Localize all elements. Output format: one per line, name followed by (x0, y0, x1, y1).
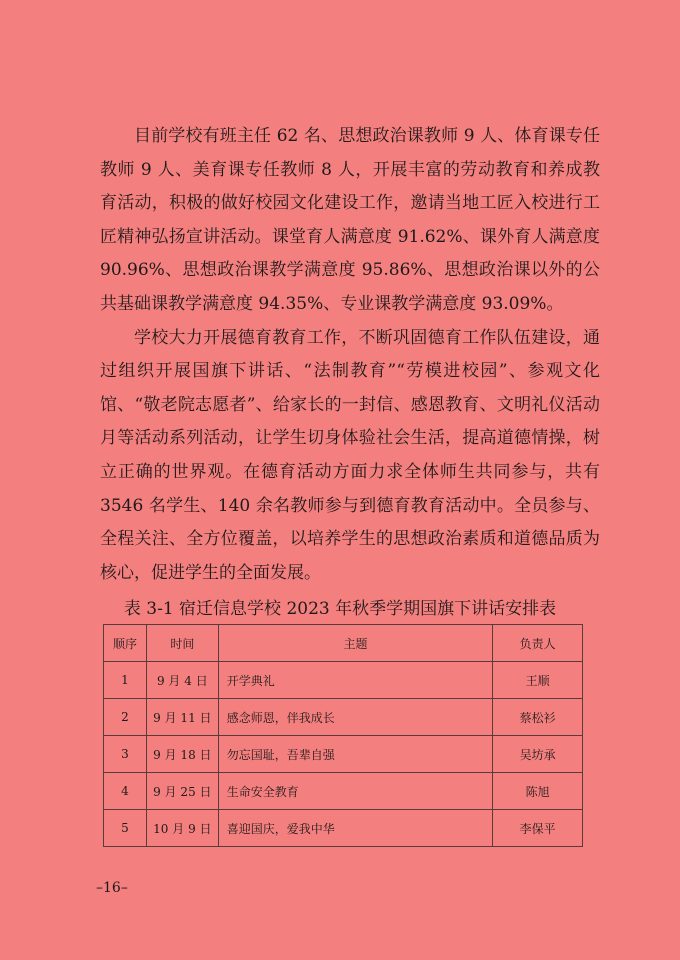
paragraph-staff-satisfaction: 目前学校有班主任 62 名、思想政治课教师 9 人、体育课专任教师 9 人、美育课专任教师 8 人，开展丰富的劳动教育和养成教育活动，积极的做好校园文化建设工作，邀请当地工匠入校进行工匠精神弘扬宣讲活动。课堂育人满意度 91.62%、课外育人满意度 90.96%、思想政治课教学满意度 95.86%、思想政治课以外的公共基础课教学满意度 94.35%、专业课教学满意度 93.09%。 (100, 126, 600, 314)
cell-date: 9 月 11 日 (146, 699, 218, 736)
flag-speech-schedule-table (103, 624, 583, 847)
table-row (104, 736, 583, 773)
cell-subject: 开学典礼 (218, 662, 492, 699)
table-caption: 表 3-1 宿迁信息学校 2023 年秋季学期国旗下讲话安排表 (123, 599, 557, 619)
cell-owner: 陈旭 (493, 773, 583, 810)
cell-order: 3 (104, 736, 147, 773)
header-date: 时间 (146, 625, 218, 662)
cell-order: 5 (104, 810, 147, 847)
cell-date: 9 月 25 日 (146, 773, 218, 810)
cell-owner: 蔡松衫 (493, 699, 583, 736)
page-number: –16– (96, 880, 128, 896)
cell-subject: 生命安全教育 (218, 773, 492, 810)
table-row (104, 699, 583, 736)
cell-owner: 吴坊承 (493, 736, 583, 773)
cell-owner: 李保平 (493, 810, 583, 847)
paragraph-moral-education: 学校大力开展德育教育工作，不断巩固德育工作队伍建设，通过组织开展国旗下讲话、“法制教育”“劳模进校园”、参观文化馆、“敬老院志愿者”、给家长的一封信、感恩教育、文明礼仪活动月等活动系列活动，让学生切身体验社会生活，提高道德情操，树立正确的世界观。在德育活动方面力求全体师生共同参与，共有 3546 名学生、140 余名教师参与到德育教育活动中。全员参与、全程关注、全方位覆盖，以培养学生的思想政治素质和道德品质为核心，促进学生的全面发展。 (100, 327, 600, 583)
cell-order: 2 (104, 699, 147, 736)
table-row (104, 662, 583, 699)
body-text (100, 120, 600, 590)
header-subject: 主题 (218, 625, 492, 662)
cell-order: 4 (104, 773, 147, 810)
table-row (104, 773, 583, 810)
cell-date: 9 月 4 日 (146, 662, 218, 699)
cell-order: 1 (104, 662, 147, 699)
cell-subject: 感念师恩，伴我成长 (218, 699, 492, 736)
cell-subject: 勿忘国耻，吾辈自强 (218, 736, 492, 773)
header-order: 顺序 (104, 625, 147, 662)
cell-date: 9 月 18 日 (146, 736, 218, 773)
cell-subject: 喜迎国庆，爱我中华 (218, 810, 492, 847)
cell-owner: 王顺 (493, 662, 583, 699)
header-owner: 负责人 (493, 625, 583, 662)
table-header-row (104, 625, 583, 662)
cell-date: 10 月 9 日 (146, 810, 218, 847)
table-row (104, 810, 583, 847)
